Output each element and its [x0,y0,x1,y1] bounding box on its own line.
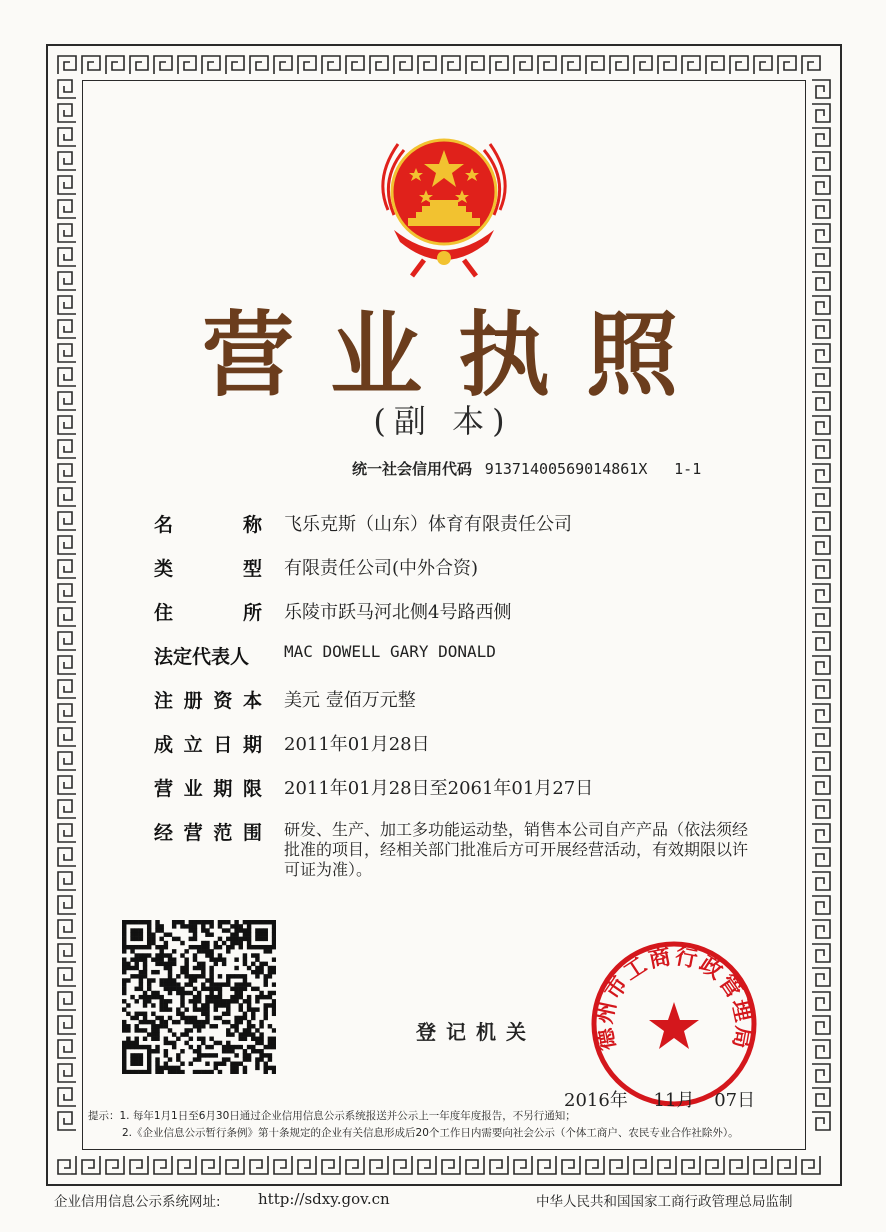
date-day: 07 [714,1090,738,1111]
registration-authority-label: 登记机关 [416,1020,536,1044]
credit-code-value: 91371400569014861X [484,460,648,478]
official-red-seal [588,938,760,1110]
field-value: 2011年01月28日 [284,734,430,755]
document-title: 营业执照 [201,301,714,409]
date-year: 2016 [564,1090,610,1111]
qr-code [122,920,276,1074]
field-label: 营 业 期 限 [154,778,262,800]
date-month: 11 [653,1090,677,1111]
notice-line-2: 2.《企业信息公示暂行条例》第十条规定的企业有关信息形成后20个工作日内需要向社会公示（个体工商户、农民专业合作社除外）。 [122,1127,739,1139]
date-month-unit: 月 [676,1090,695,1111]
copy-number: 1-1 [674,460,702,478]
notice-line-1: 提示：1. 每年1月1日至6月30日通过企业信用信息公示系统报送并公示上一年度年度报告，不另行通知； [88,1110,576,1122]
field-value: 研发、生产、加工多功能运动垫，销售本公司自产产品（依法须经批准的项目，经相关部门批准后方可开展经营活动，有效期限以许可证为准）。 [284,820,749,879]
field-label: 经 营 范 围 [154,822,262,844]
document-subtitle: (副 本) [373,402,513,440]
field-value: MAC DOWELL GARY DONALD [284,642,496,661]
notice-text [88,1108,808,1142]
svg-text:德州市工商行政管理局: 德州市工商行政管理局 [592,944,756,1053]
field-label: 住 所 [154,602,262,624]
field-label: 类 型 [154,558,262,580]
field-value: 美元 壹佰万元整 [284,690,416,711]
field-value: 2011年01月28日至2061年01月27日 [284,778,594,799]
field-value: 乐陵市跃马河北侧4号路西侧 [284,602,512,623]
field-label: 名 称 [154,514,262,536]
date-day-unit: 日 [737,1090,756,1111]
system-url-label: 企业信用信息公示系统网址: [54,1194,221,1210]
national-emblem-icon [364,120,524,280]
supervisor-text: 中华人民共和国国家工商行政管理总局监制 [536,1194,793,1210]
date-year-unit: 年 [609,1090,628,1111]
credit-code-line [352,458,701,479]
credit-code-label: 统一社会信用代码 [352,460,473,478]
system-url-link[interactable]: http://sdxy.gov.cn [258,1190,390,1208]
field-label: 法定代表人 [154,646,250,668]
field-label: 注 册 资 本 [154,690,262,712]
field-value: 有限责任公司(中外合资) [284,558,479,579]
field-value: 飞乐克斯（山东）体育有限责任公司 [284,514,572,535]
field-label: 成 立 日 期 [154,734,262,756]
